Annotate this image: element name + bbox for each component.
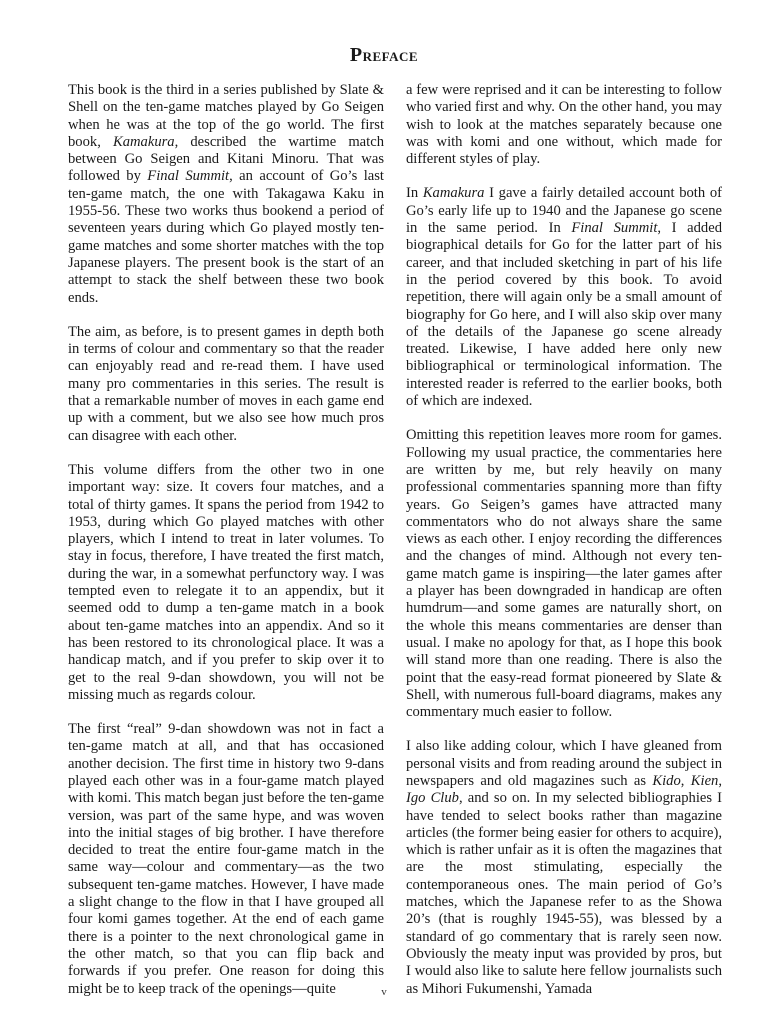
paragraph: The aim, as before, is to present games in depth both in terms of colour and commentary so that the reader can enjoyably read and re-read them. I have used many pro commentaries in this series. The result is that a remarkable number of moves in each game end up with a comment, but we also see how much pros can disagree with each other. — [68, 323, 384, 444]
italic-title: Igo Club — [406, 790, 459, 807]
paragraph: I also like adding colour, which I have gleaned from personal visits and from reading around the subject in newspapers and old magazines such as Kido, Kien, Igo Club, and so on. In my selected bibliographies I have tended to select books rather than magazine articles (the former being easier for others to acquire), which is rather unfair as it is often the magazines that are the most stimulating, especially the contemporaneous ones. The main period of Go’s matches, which the Japanese refer to as the Showa 20’s (that is roughly 1945-55), was blessed by a standard of go commentary that is rarely seen now. Obviously the meaty input was provided by pros, but I would also like to salute here fellow journalists such as Mihori Fukumenshi, Yamada — [406, 738, 723, 997]
paragraph: This volume differs from the other two in one important way: size. It covers four matches, and a total of thirty games. It spans the period from 1942 to 1953, during which Go played matches with other players, which I intend to treat in later volumes. To stay in focus, therefore, I have treated the first match, during the war, in a somewhat perfunctory way. I was tempted even to relegate it to an appendix, but it seemed odd to dump a ten-game match in a book about ten-game matches into an appendix. And so it has been restored to its chronological place. It was a handicap match, and if you prefer to skip over it to get to the real 9-dan showdown, you will not be missing much as regards colour. — [68, 461, 384, 703]
italic-title: Kien — [690, 772, 719, 789]
title-initial: P — [349, 44, 363, 66]
italic-title: Final Summit — [571, 220, 658, 237]
paragraph: a few were reprised and it can be interesting to follow who varied first and why. On the other hand, you may wish to look at the matches separately because one was with komi and one without, which made for different styles of play. — [406, 82, 722, 168]
right-column — [406, 82, 722, 998]
page-title — [0, 44, 768, 67]
title-rest: reface — [362, 45, 419, 66]
paragraph: In Kamakura I gave a fairly detailed account both of Go’s early life up to 1940 and the Japanese go scene in the same period. In Final Summit, I added biographical details for Go for the latter part of his career, and that included sketching in part of his life in the period covered by this book. To avoid repetition, there will again only be a small amount of biography for Go here, and I will also skip over many of the details of the Japanese go scene already treated. Likewise, I have added here only new bibliographical or terminological information. The interested reader is referred to the earlier books, both of which are indexed. — [406, 185, 722, 410]
page-number: v — [381, 986, 387, 998]
italic-title: Kido — [652, 772, 681, 789]
italic-title: Kamakura — [112, 133, 175, 150]
left-column — [68, 82, 384, 998]
italic-title: Final Summit — [147, 168, 230, 185]
paragraph: Omitting this repetition leaves more room for games. Following my usual practice, the commentaries here are written by me, but rely heavily on many professional commentaries spanning more than fifty years. Go Seigen’s games have attracted many commentators who do not always share the same views as each other. I enjoy recording the differences and the changes of mind. Although not every ten-game match game is inspiring—the later games after a player has been downgraded in handicap are often humdrum—and some games are naturally short, on the whole this means commentaries are denser than usual. I make no apology for that, as I hope this book will stand more than one reading. There is also the point that the easy-read format pioneered by Slate & Shell, with numerous full-board diagrams, makes any commentary much easier to follow. — [406, 427, 722, 721]
italic-title: Kamakura — [422, 185, 485, 202]
paragraph: The first “real” 9-dan showdown was not in fact a ten-game match at all, and that has occasioned another decision. The first time in history two 9-dans played each other was in a four-game match played with komi. This match began just before the ten-game version, was part of the same hype, and was woven into the initial stages of big brother. I have therefore decided to treat the entire four-game match in the same way—colour and commentary—as the two subsequent ten-game matches. However, I have made a slight change to the flow in that I have grouped all four komi games together. At the end of each game there is a pointer to the next chronological game in the other match, so that you can flip back and forwards if you prefer. One reason for doing this might be to keep track of the openings—quite — [68, 721, 384, 997]
paragraph: This book is the third in a series published by Slate & Shell on the ten-game matches played by Go Seigen when he was at the top of the go world. The first book, Kamakura, described the wartime match between Go Seigen and Kitani Minoru. That was followed by Final Summit, an account of Go’s last ten-game match, the one with Takagawa Kaku in 1955-56. These two works thus bookend a period of seventeen years during which Go played mostly ten-game matches and some shorter matches with the top Japanese players. The present book is the start of an attempt to stack the shelf between these two book ends. — [68, 82, 384, 306]
